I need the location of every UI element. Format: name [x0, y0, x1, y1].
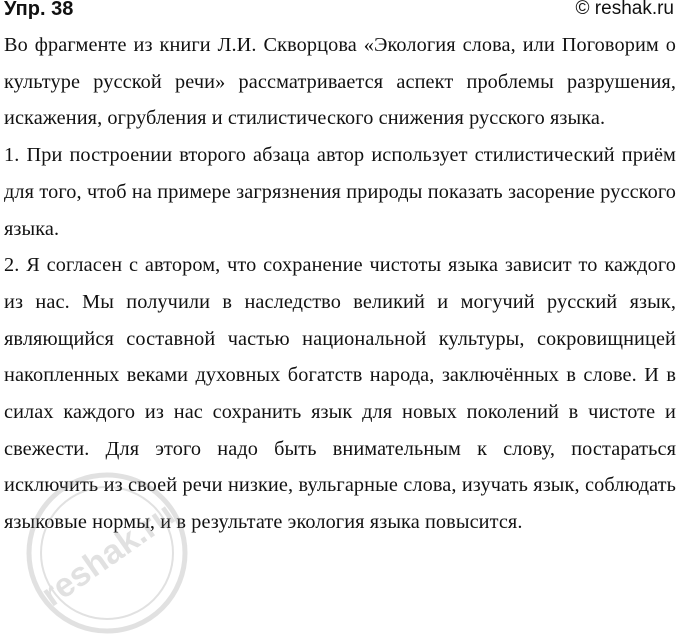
watermark-text: reshak.ru — [34, 495, 182, 615]
answer-paragraph-1: 1. При построении второго абзаца автор использует стилистический приём для того, чтоб на примере загрязнения природы показать засорение русского языка. — [4, 144, 676, 240]
answer-paragraph-2: 2. Я согласен с автором, что сохранение чистоты языка зависит то каждого из нас. Мы получили в наследство великий и могучий русский язык, являющийся составной частью национальной культуры, сокровищницей накопленных веками духовных богатств народа, заключённых в слове. И в силах каждого из нас сохранить язык для новых поколений в чистоте и свежести. Для этого надо быть внимательным к слову, постараться исключить из своей речи низкие, вульгарные слова, изучать язык, соблюдать языковые нормы, и в результате экология языка повысится. — [4, 254, 676, 534]
intro-paragraph: Во фрагменте из книги Л.И. Скворцова «Экология слова, или Поговорим о культуре русской речи» рассматривается аспект проблемы разрушения, искажения, огрубления и стилистического снижения русского языка. — [4, 34, 676, 130]
page-header — [4, 0, 676, 27]
exercise-title: Упр. 38 — [4, 0, 74, 20]
source-label: © reshak.ru — [575, 0, 674, 19]
